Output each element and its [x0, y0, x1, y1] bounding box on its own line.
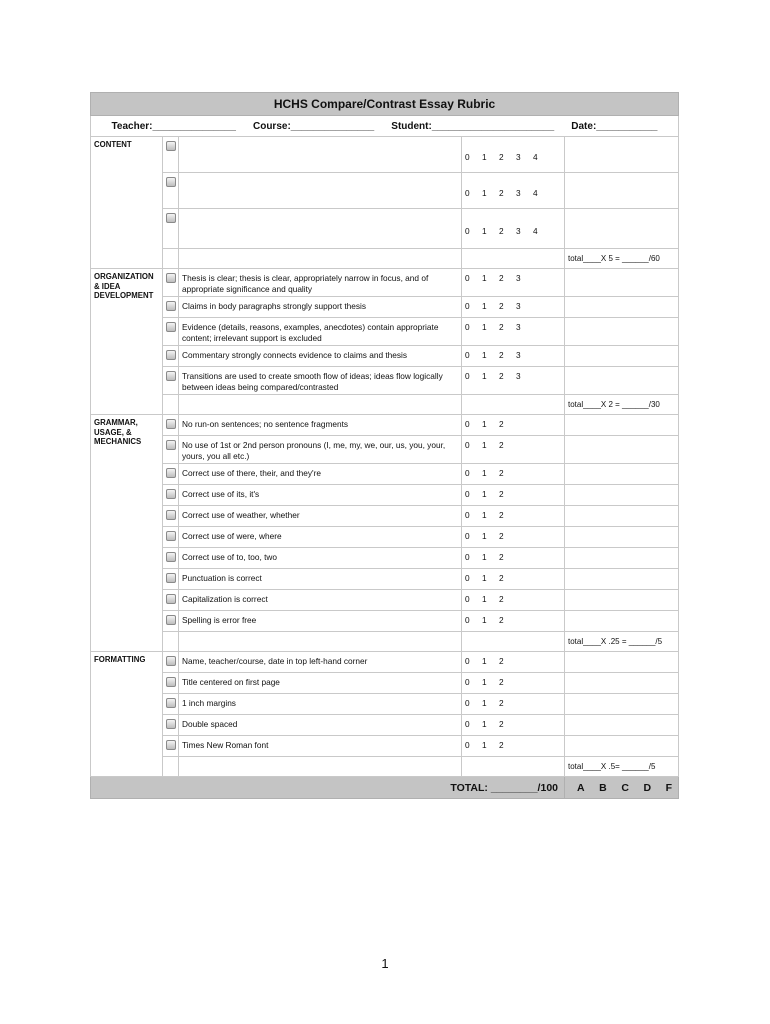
checkbox-cell — [163, 506, 179, 527]
checkbox-cell — [163, 297, 179, 318]
score-option[interactable]: 0 — [465, 552, 470, 562]
score-option[interactable]: 4 — [533, 187, 538, 198]
score-option[interactable]: 0 — [465, 677, 470, 687]
score-option[interactable]: 2 — [499, 151, 504, 162]
rubric-row — [91, 506, 679, 527]
section-total[interactable]: total____X 2 = ______/30 — [565, 395, 679, 415]
score-options — [462, 173, 565, 209]
score-option[interactable]: 2 — [499, 510, 504, 520]
criterion-checkbox[interactable] — [166, 698, 176, 708]
checkbox-cell — [163, 464, 179, 485]
score-options — [462, 415, 565, 436]
score-options — [462, 611, 565, 632]
criterion-checkbox[interactable] — [166, 594, 176, 604]
score-option[interactable]: 4 — [533, 151, 538, 162]
section-total[interactable]: total____X .5= ______/5 — [565, 757, 679, 777]
rubric-row — [91, 173, 679, 209]
score-option[interactable]: 1 — [482, 552, 487, 562]
criterion-checkbox[interactable] — [166, 510, 176, 520]
section-subtotal-row — [91, 249, 679, 269]
checkbox-cell — [163, 715, 179, 736]
score-option[interactable]: 0 — [465, 468, 470, 478]
comment-cell[interactable] — [565, 173, 679, 209]
student-field[interactable]: Student:______________________ — [391, 120, 555, 132]
score-option[interactable]: 2 — [499, 656, 504, 666]
score-options — [462, 548, 565, 569]
rubric-row — [91, 715, 679, 736]
score-option[interactable]: 2 — [499, 677, 504, 687]
score-options — [462, 527, 565, 548]
criterion-text: Claims in body paragraphs strongly support thesis — [179, 297, 462, 318]
score-option[interactable]: 0 — [465, 698, 470, 708]
grade-letter[interactable]: C — [621, 781, 629, 794]
score-option[interactable]: 0 — [465, 656, 470, 666]
grade-letter[interactable]: A — [577, 781, 585, 794]
criterion-checkbox[interactable] — [166, 740, 176, 750]
comment-cell[interactable] — [565, 209, 679, 249]
comment-cell[interactable] — [565, 436, 679, 464]
score-option[interactable]: 1 — [482, 225, 487, 236]
section-label: FORMATTING — [91, 652, 163, 777]
score-option[interactable]: 1 — [482, 151, 487, 162]
checkbox-cell — [163, 485, 179, 506]
score-option[interactable]: 0 — [465, 719, 470, 729]
criterion-checkbox[interactable] — [166, 419, 176, 429]
score-option[interactable]: 2 — [499, 573, 504, 583]
score-option[interactable]: 2 — [499, 468, 504, 478]
score-option[interactable]: 2 — [499, 594, 504, 604]
comment-cell[interactable] — [565, 137, 679, 173]
score-option[interactable]: 1 — [482, 510, 487, 520]
score-option[interactable]: 1 — [482, 719, 487, 729]
rubric-row — [91, 297, 679, 318]
comment-cell[interactable] — [565, 485, 679, 506]
criterion-text: Double spaced — [179, 715, 462, 736]
section-label: CONTENT — [91, 137, 163, 269]
score-option[interactable]: 1 — [482, 468, 487, 478]
checkbox-cell — [163, 318, 179, 346]
score-option[interactable]: 1 — [482, 573, 487, 583]
checkbox-cell — [163, 694, 179, 715]
rubric-row — [91, 269, 679, 297]
criterion-text: No run-on sentences; no sentence fragments — [179, 415, 462, 436]
score-option[interactable]: 1 — [482, 531, 487, 541]
rubric-row — [91, 436, 679, 464]
section-label: GRAMMAR, USAGE, & MECHANICS — [91, 415, 163, 652]
checkbox-cell — [163, 209, 179, 249]
criterion-text: Capitalization is correct — [179, 590, 462, 611]
checkbox-cell — [163, 590, 179, 611]
score-option[interactable]: 1 — [482, 698, 487, 708]
section-label: ORGANIZATION & IDEA DEVELOPMENT — [91, 269, 163, 415]
score-option[interactable]: 3 — [516, 350, 521, 360]
score-options — [462, 137, 565, 173]
score-option[interactable]: 0 — [465, 273, 470, 283]
score-option[interactable]: 3 — [516, 301, 521, 311]
comment-cell[interactable] — [565, 673, 679, 694]
score-options — [462, 694, 565, 715]
grade-letters — [565, 777, 679, 799]
score-option[interactable]: 1 — [482, 740, 487, 750]
criterion-checkbox[interactable] — [166, 552, 176, 562]
score-option[interactable]: 2 — [499, 440, 504, 450]
score-options — [462, 652, 565, 673]
criterion-text: No use of 1st or 2nd person pronouns (I, me, my, we, our, us, you, your, yours, you all etc.) — [179, 436, 462, 464]
header-line — [91, 116, 679, 137]
score-options — [462, 436, 565, 464]
score-option[interactable]: 2 — [499, 531, 504, 541]
criterion-text[interactable] — [179, 209, 462, 249]
criterion-checkbox[interactable] — [166, 489, 176, 499]
rubric-row — [91, 527, 679, 548]
score-option[interactable]: 4 — [533, 225, 538, 236]
comment-cell[interactable] — [565, 415, 679, 436]
page-number: 1 — [381, 956, 389, 971]
score-option[interactable]: 0 — [465, 740, 470, 750]
checkbox-cell — [163, 652, 179, 673]
score-options — [462, 569, 565, 590]
teacher-field[interactable]: Teacher:_______________ — [111, 120, 236, 132]
comment-cell[interactable] — [565, 318, 679, 346]
score-options — [462, 736, 565, 757]
rubric-row — [91, 485, 679, 506]
rubric-table — [90, 92, 679, 799]
score-option[interactable]: 3 — [516, 371, 521, 381]
checkbox-cell — [163, 673, 179, 694]
rubric-row — [91, 318, 679, 346]
score-option[interactable]: 3 — [516, 151, 521, 162]
score-option[interactable]: 2 — [499, 552, 504, 562]
checkbox-cell — [163, 346, 179, 367]
comment-cell[interactable] — [565, 569, 679, 590]
criterion-text: Correct use of were, where — [179, 527, 462, 548]
criterion-text[interactable] — [179, 137, 462, 173]
score-options — [462, 485, 565, 506]
score-option[interactable]: 1 — [482, 615, 487, 625]
criterion-text: Name, teacher/course, date in top left-hand corner — [179, 652, 462, 673]
criterion-text[interactable] — [179, 173, 462, 209]
criterion-checkbox[interactable] — [166, 141, 176, 151]
checkbox-cell — [163, 527, 179, 548]
grade-letter[interactable]: B — [599, 781, 607, 794]
checkbox-cell — [163, 269, 179, 297]
criterion-text: Commentary strongly connects evidence to claims and thesis — [179, 346, 462, 367]
score-option[interactable]: 2 — [499, 698, 504, 708]
comment-cell[interactable] — [565, 506, 679, 527]
score-option[interactable]: 0 — [465, 322, 470, 332]
rubric-row — [91, 367, 679, 395]
checkbox-cell — [163, 611, 179, 632]
comment-cell[interactable] — [565, 652, 679, 673]
score-options — [462, 318, 565, 346]
score-option[interactable]: 1 — [482, 187, 487, 198]
criterion-checkbox[interactable] — [166, 350, 176, 360]
checkbox-cell — [163, 367, 179, 395]
score-option[interactable]: 1 — [482, 419, 487, 429]
criterion-text: Times New Roman font — [179, 736, 462, 757]
criterion-text: Spelling is error free — [179, 611, 462, 632]
score-option[interactable]: 0 — [465, 531, 470, 541]
criterion-checkbox[interactable] — [166, 615, 176, 625]
rubric-row — [91, 415, 679, 436]
criterion-text: Transitions are used to create smooth flow of ideas; ideas flow logically between ideas being compared/contrasted — [179, 367, 462, 395]
comment-cell[interactable] — [565, 269, 679, 297]
course-field[interactable]: Course:_______________ — [252, 120, 375, 132]
criterion-checkbox[interactable] — [166, 440, 176, 450]
score-option[interactable]: 0 — [465, 225, 470, 236]
score-options — [462, 590, 565, 611]
criterion-checkbox[interactable] — [166, 468, 176, 478]
criterion-checkbox[interactable] — [166, 213, 176, 223]
criterion-checkbox[interactable] — [166, 531, 176, 541]
section-total[interactable]: total____X .25 = ______/5 — [565, 632, 679, 652]
section-subtotal-row — [91, 632, 679, 652]
score-option[interactable]: 0 — [465, 573, 470, 583]
score-option[interactable]: 0 — [465, 371, 470, 381]
score-option[interactable]: 0 — [465, 151, 470, 162]
checkbox-cell — [163, 569, 179, 590]
score-option[interactable]: 2 — [499, 273, 504, 283]
checkbox-cell — [163, 736, 179, 757]
score-option[interactable]: 0 — [465, 615, 470, 625]
comment-cell[interactable] — [565, 527, 679, 548]
score-option[interactable]: 2 — [499, 350, 504, 360]
grade-letter[interactable]: F — [665, 781, 673, 794]
score-options — [462, 367, 565, 395]
comment-cell[interactable] — [565, 611, 679, 632]
criterion-checkbox[interactable] — [166, 677, 176, 687]
rubric-row — [91, 569, 679, 590]
score-option[interactable]: 2 — [499, 301, 504, 311]
score-options — [462, 269, 565, 297]
rubric-row — [91, 736, 679, 757]
criterion-checkbox[interactable] — [166, 573, 176, 583]
score-options — [462, 209, 565, 249]
score-option[interactable]: 2 — [499, 322, 504, 332]
comment-cell[interactable] — [565, 464, 679, 485]
grade-letter[interactable]: D — [643, 781, 652, 794]
score-options — [462, 346, 565, 367]
score-option[interactable]: 1 — [482, 440, 487, 450]
checkbox-cell — [163, 548, 179, 569]
checkbox-cell — [163, 415, 179, 436]
criterion-checkbox[interactable] — [166, 656, 176, 666]
criterion-text: Thesis is clear; thesis is clear, appropriately narrow in focus, and of appropriate significance and quality — [179, 269, 462, 297]
score-option[interactable]: 1 — [482, 489, 487, 499]
criterion-text: Correct use of to, too, two — [179, 548, 462, 569]
criterion-text: Correct use of weather, whether — [179, 506, 462, 527]
score-option[interactable]: 1 — [482, 677, 487, 687]
criterion-checkbox[interactable] — [166, 177, 176, 187]
section-subtotal-row — [91, 757, 679, 777]
score-option[interactable]: 2 — [499, 615, 504, 625]
score-option[interactable]: 3 — [516, 322, 521, 332]
rubric-row — [91, 694, 679, 715]
score-option[interactable]: 0 — [465, 301, 470, 311]
criterion-text: Correct use of there, their, and they're — [179, 464, 462, 485]
score-option[interactable]: 3 — [516, 273, 521, 283]
score-option[interactable]: 2 — [499, 489, 504, 499]
score-option[interactable]: 0 — [465, 419, 470, 429]
checkbox-cell — [163, 436, 179, 464]
date-field[interactable]: Date:___________ — [571, 120, 658, 132]
score-option[interactable]: 2 — [499, 419, 504, 429]
comment-cell[interactable] — [565, 548, 679, 569]
comment-cell[interactable] — [565, 346, 679, 367]
score-option[interactable]: 1 — [482, 350, 487, 360]
rubric-row — [91, 548, 679, 569]
comment-cell[interactable] — [565, 715, 679, 736]
score-option[interactable]: 0 — [465, 594, 470, 604]
score-option[interactable]: 2 — [499, 740, 504, 750]
checkbox-cell — [163, 137, 179, 173]
rubric-title: HCHS Compare/Contrast Essay Rubric — [91, 93, 679, 116]
score-option[interactable]: 2 — [499, 225, 504, 236]
criterion-checkbox[interactable] — [166, 273, 176, 283]
rubric-row — [91, 346, 679, 367]
score-options — [462, 506, 565, 527]
section-total[interactable]: total____X 5 = ______/60 — [565, 249, 679, 269]
score-option[interactable]: 2 — [499, 187, 504, 198]
score-option[interactable]: 0 — [465, 187, 470, 198]
criterion-checkbox[interactable] — [166, 371, 176, 381]
score-option[interactable]: 3 — [516, 225, 521, 236]
criterion-checkbox[interactable] — [166, 322, 176, 332]
score-options — [462, 673, 565, 694]
criterion-checkbox[interactable] — [166, 719, 176, 729]
score-options — [462, 297, 565, 318]
section-subtotal-row — [91, 395, 679, 415]
comment-cell[interactable] — [565, 297, 679, 318]
score-option[interactable]: 2 — [499, 719, 504, 729]
rubric-row — [91, 673, 679, 694]
comment-cell[interactable] — [565, 367, 679, 395]
score-option[interactable]: 0 — [465, 440, 470, 450]
grand-total-label[interactable]: TOTAL: ________/100 — [91, 777, 565, 799]
score-option[interactable]: 1 — [482, 371, 487, 381]
rubric-row — [91, 652, 679, 673]
rubric-row — [91, 137, 679, 173]
score-option[interactable]: 0 — [465, 350, 470, 360]
score-option[interactable]: 1 — [482, 301, 487, 311]
comment-cell[interactable] — [565, 590, 679, 611]
checkbox-cell — [163, 173, 179, 209]
score-option[interactable]: 3 — [516, 187, 521, 198]
score-option[interactable]: 0 — [465, 510, 470, 520]
score-options — [462, 715, 565, 736]
score-option[interactable]: 1 — [482, 656, 487, 666]
score-option[interactable]: 1 — [482, 273, 487, 283]
rubric-row — [91, 209, 679, 249]
rubric-row — [91, 590, 679, 611]
criterion-text: 1 inch margins — [179, 694, 462, 715]
rubric-row — [91, 611, 679, 632]
rubric-row — [91, 464, 679, 485]
comment-cell[interactable] — [565, 736, 679, 757]
criterion-text: Evidence (details, reasons, examples, anecdotes) contain appropriate content; irrelevant support is excluded — [179, 318, 462, 346]
score-option[interactable]: 2 — [499, 371, 504, 381]
score-option[interactable]: 0 — [465, 489, 470, 499]
criterion-text: Punctuation is correct — [179, 569, 462, 590]
score-options — [462, 464, 565, 485]
score-option[interactable]: 1 — [482, 594, 487, 604]
criterion-checkbox[interactable] — [166, 301, 176, 311]
criterion-text: Correct use of its, it's — [179, 485, 462, 506]
comment-cell[interactable] — [565, 694, 679, 715]
score-option[interactable]: 1 — [482, 322, 487, 332]
criterion-text: Title centered on first page — [179, 673, 462, 694]
